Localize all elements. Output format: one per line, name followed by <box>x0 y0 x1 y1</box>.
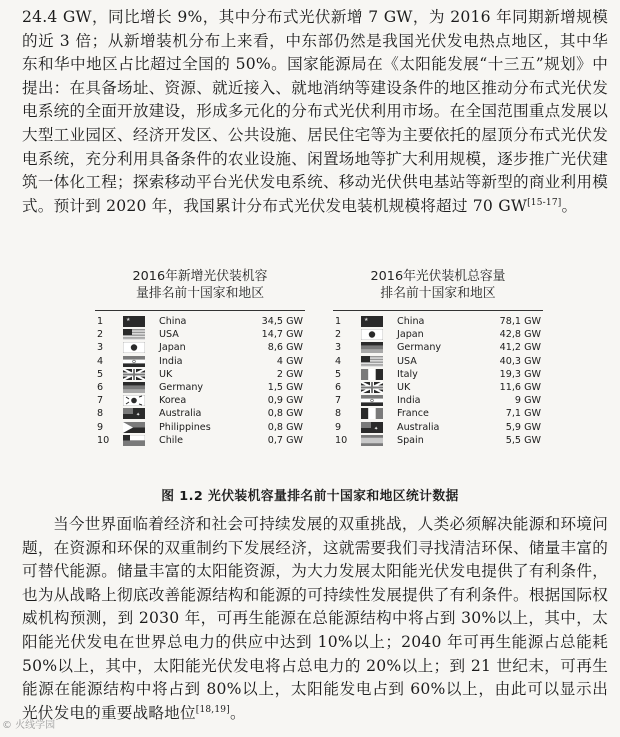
country-cell: Germany <box>159 382 204 394</box>
country-cell: France <box>397 408 429 420</box>
capacity-cell: 40,3 GW <box>499 355 541 367</box>
capacity-cell: 1,5 GW <box>267 382 303 394</box>
country-cell: India <box>397 395 421 407</box>
rank-cell: 4 <box>335 355 342 367</box>
total-capacity-title-line1: 2016年光伏装机总容量 <box>370 269 506 284</box>
table-row <box>333 368 543 381</box>
svg-text:★: ★ <box>364 317 369 324</box>
citation-ref-2[interactable]: [18,19] <box>195 704 230 715</box>
rank-cell: 2 <box>335 329 342 341</box>
capacity-cell: 41,2 GW <box>499 342 541 354</box>
italy-flag-icon <box>361 369 383 380</box>
rank-cell: 9 <box>97 421 104 433</box>
country-cell: Korea <box>159 395 187 407</box>
japan-flag-icon <box>123 342 145 353</box>
rank-cell: 10 <box>97 434 110 446</box>
new-capacity-table <box>95 268 305 447</box>
new-capacity-title <box>95 268 305 306</box>
capacity-cell: 0,8 GW <box>267 408 303 420</box>
france-flag-icon <box>361 408 383 419</box>
svg-text:★: ★ <box>126 317 131 324</box>
rank-cell: 10 <box>335 434 348 446</box>
table-row <box>95 421 305 434</box>
rank-cell: 7 <box>97 395 104 407</box>
total-capacity-title-line2: 排名前十国家和地区 <box>380 286 496 301</box>
country-cell: China <box>397 316 425 328</box>
rank-cell: 1 <box>335 316 342 328</box>
figure-1-2 <box>95 268 541 446</box>
rank-cell: 8 <box>335 408 342 420</box>
rank-cell: 6 <box>335 382 342 394</box>
figure-caption: 图 1.2 光伏装机容量排名前十国家和地区统计数据 <box>161 489 459 504</box>
table-row <box>95 328 305 341</box>
paragraph-1-end: 。 <box>561 196 578 215</box>
new-capacity-title-line1: 2016年新增光伏装机容 <box>132 269 268 284</box>
table-row <box>95 434 305 447</box>
capacity-cell: 2 GW <box>276 368 303 380</box>
india-flag-icon <box>123 356 145 367</box>
capacity-cell: 34,5 GW <box>261 316 303 328</box>
country-cell: Australia <box>159 408 202 420</box>
india-flag-icon <box>361 395 383 406</box>
germany-flag-icon <box>361 342 383 353</box>
capacity-cell: 78,1 GW <box>499 316 541 328</box>
body-paragraph-2 <box>22 513 608 725</box>
table-row <box>95 394 305 407</box>
table-row <box>333 341 543 354</box>
paragraph-2-text: 当今世界面临着经济和社会可持续发展的双重挑战，人类必须解决能源和环境问题，在资源和环保的双重制约下发展经济，这就需要我们寻找清洁环保、储量丰富的可替代能源。储量丰富的太阳能资源，为大力发展太阳能光伏发电提供了有利条件，也为从战略上彻底改善能源结构和能源的可持续性发展提供了有利条件。根据国际权威机构预测，到 2030 年，可再生能源在总能源结构中将占到 30%以上，其中，太阳能光伏发电在世界总电力的供应中达到 10%以上；2040 年可再生能源占总能耗 50%以上，其中，太阳能光伏发电将占总电力的 20%以上；到 21 世纪末，可再生能源在能源结构中将占到 80%以上，太阳能发电占到 60%以上，由此可以显示出光伏发电的重要战略地位 <box>22 515 608 722</box>
capacity-cell: 7,1 GW <box>505 408 541 420</box>
country-cell: USA <box>159 329 179 341</box>
australia-flag-icon <box>123 408 145 419</box>
table-row <box>333 315 543 328</box>
total-capacity-rows <box>333 311 543 447</box>
rank-cell: 2 <box>97 329 104 341</box>
svg-text:✦: ✦ <box>136 412 141 419</box>
capacity-cell: 42,8 GW <box>499 329 541 341</box>
capacity-cell: 19,3 GW <box>499 368 541 380</box>
country-cell: Philippines <box>159 421 211 433</box>
country-cell: Spain <box>397 434 424 446</box>
country-cell: Germany <box>397 342 442 354</box>
uk-flag-icon <box>361 382 383 393</box>
rank-cell: 7 <box>335 395 342 407</box>
table-row <box>95 341 305 354</box>
table-row <box>333 328 543 341</box>
capacity-cell: 9 GW <box>514 395 541 407</box>
korea-flag-icon <box>123 395 145 406</box>
country-cell: Italy <box>397 368 418 380</box>
table-row <box>333 394 543 407</box>
table-row <box>95 368 305 381</box>
citation-ref-1[interactable]: [15-17] <box>527 197 562 208</box>
new-capacity-title-line2: 量排名前十国家和地区 <box>136 286 264 301</box>
table-row <box>333 421 543 434</box>
country-cell: China <box>159 316 187 328</box>
capacity-cell: 0,7 GW <box>267 434 303 446</box>
rank-cell: 4 <box>97 355 104 367</box>
table-row <box>333 407 543 420</box>
germany-flag-icon <box>123 382 145 393</box>
rank-cell: 3 <box>335 342 342 354</box>
paragraph-2-end: 。 <box>229 703 246 722</box>
country-cell: Japan <box>159 342 186 354</box>
uk-flag-icon <box>123 369 145 380</box>
chile-flag-icon <box>123 435 145 446</box>
spain-flag-icon <box>361 435 383 446</box>
paragraph-1-text: 24.4 GW，同比增长 9%，其中分布式光伏新增 7 GW，为 2016 年同期新增规模的近 3 倍；从新增装机分布上来看，中东部仍然是我国光伏发电热点地区，其中华东和华中地区占比超过全国的 50%。国家能源局在《太阳能发展“十三五”规划》中提出：在具备场址、资源、就近接入、就地消纳等建设条件的地区推动分布式光伏发电系统的全面开放建设，形成多元化的分布式光伏利用市场。在全国范围重点发展以大型工业园区、经济开发区、公共设施、居民住宅等为主要依托的屋顶分布式光伏发电系统，充分利用具备条件的农业设施、闲置场地等扩大利用规模，逐步推广光伏建筑一体化工程；探索移动平台光伏发电系统、移动光伏供电基站等新型的商业利用模式。预计到 2020 年，我国累计分布式光伏发电装机规模将超过 70 GW <box>22 8 608 215</box>
usa-flag-icon <box>361 356 383 367</box>
watermark: © 火线学园 <box>2 720 56 731</box>
table-row <box>333 355 543 368</box>
country-cell: Chile <box>159 434 184 446</box>
usa-flag-icon <box>123 329 145 340</box>
table-row <box>95 355 305 368</box>
rank-cell: 1 <box>97 316 104 328</box>
capacity-cell: 5,9 GW <box>505 421 541 433</box>
body-paragraph-1 <box>22 6 608 218</box>
total-capacity-table <box>333 268 543 447</box>
capacity-cell: 14,7 GW <box>261 329 303 341</box>
philippines-flag-icon <box>123 422 145 433</box>
country-cell: USA <box>397 355 417 367</box>
china-flag-icon <box>123 316 145 327</box>
total-capacity-title <box>333 268 543 306</box>
table-row <box>95 381 305 394</box>
capacity-cell: 8,6 GW <box>267 342 303 354</box>
rank-cell: 5 <box>335 368 342 380</box>
rank-cell: 3 <box>97 342 104 354</box>
country-cell: UK <box>397 382 411 394</box>
new-capacity-rows <box>95 311 305 447</box>
table-row <box>95 315 305 328</box>
svg-text:✦: ✦ <box>374 425 379 432</box>
rank-cell: 9 <box>335 421 342 433</box>
capacity-cell: 4 GW <box>276 355 303 367</box>
rank-cell: 6 <box>97 382 104 394</box>
table-row <box>95 407 305 420</box>
capacity-cell: 0,9 GW <box>267 395 303 407</box>
rank-cell: 5 <box>97 368 104 380</box>
table-row <box>333 434 543 447</box>
capacity-cell: 5,5 GW <box>505 434 541 446</box>
country-cell: Japan <box>397 329 424 341</box>
capacity-cell: 11,6 GW <box>499 382 541 394</box>
country-cell: India <box>159 355 183 367</box>
rank-cell: 8 <box>97 408 104 420</box>
country-cell: UK <box>159 368 173 380</box>
japan-flag-icon <box>361 329 383 340</box>
china-flag-icon <box>361 316 383 327</box>
australia-flag-icon <box>361 422 383 433</box>
country-cell: Australia <box>397 421 440 433</box>
table-row <box>333 381 543 394</box>
capacity-cell: 0,8 GW <box>267 421 303 433</box>
